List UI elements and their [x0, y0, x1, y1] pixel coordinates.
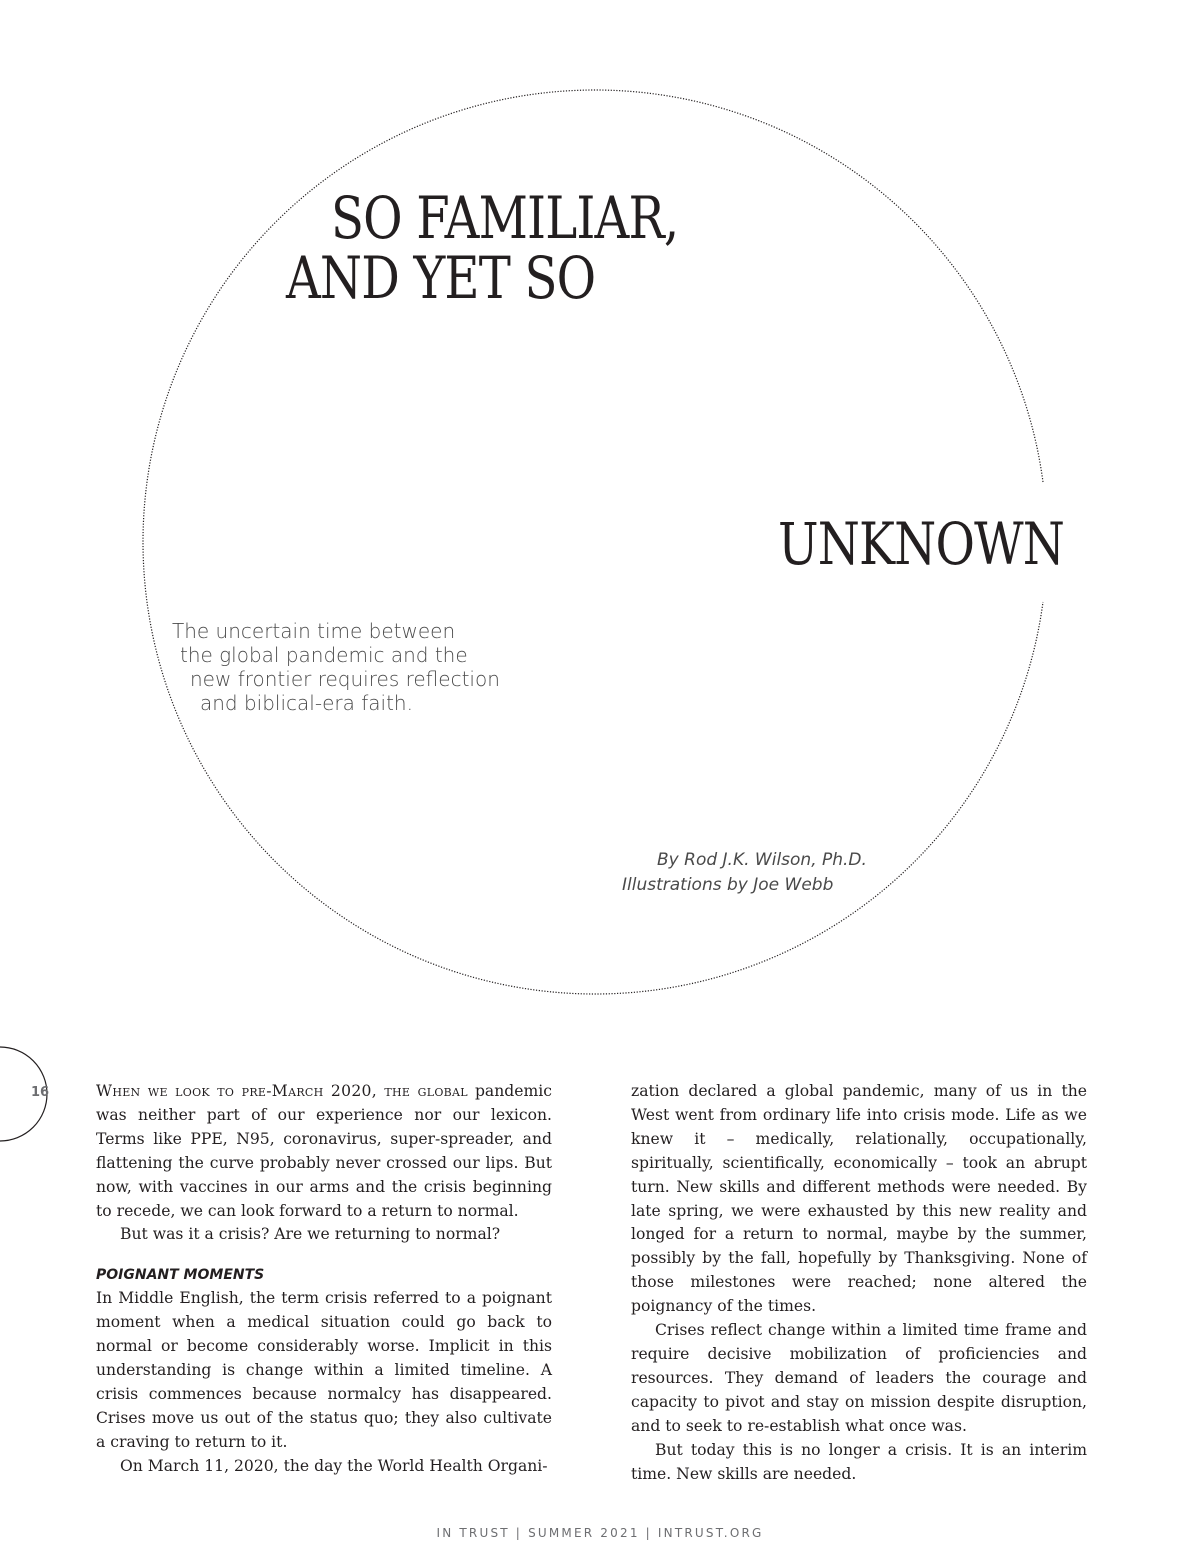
headline-line-3: UNKNOWN [778, 510, 1065, 578]
page-footer: IN TRUST | SUMMER 2021 | INTRUST.ORG [436, 1526, 764, 1540]
deck-line-1: The uncertain time between [172, 619, 456, 643]
article-paragraph: Crises reflect change within a limited time frame and require decisive mobilization of proficiencies and resources. They demand of leaders the courage and capacity to pivot and stay on mission despite disruption, and to seek to re-establish what once was. [631, 1321, 1087, 1435]
article-paragraph: On March 11, 2020, the day the World Health Organi- [120, 1456, 548, 1475]
section-subhead: POIGNANT MOMENTS [96, 1267, 265, 1284]
deck-line-2: the global pandemic and the [180, 643, 468, 667]
paragraph-text: pandemic was neither part of our experience nor our lexicon. Terms like PPE, N95, coronavirus, super-spreader, and flattening the curve probably never crossed our lips. But now, with vaccines in our arms and the crisis beginning to recede, we can look forward to a return to normal. [96, 1082, 552, 1220]
page-number: 16 [31, 1085, 50, 1100]
article-column-right [631, 1080, 1087, 1486]
deck-line-3: new frontier requires reflection [190, 667, 500, 691]
article-paragraph: In Middle English, the term crisis referred to a poignant moment when a medical situation could go back to normal or become considerably worse. Implicit in this understanding is change within a limited timeline. A crisis commences because normalcy has disappeared. Crises move us out of the status quo; they also cultivate a craving to return to it. [96, 1289, 552, 1451]
article-paragraph: But today this is no longer a crisis. It is an interim time. New skills are needed. [631, 1440, 1087, 1483]
headline-line-1: SO FAMILIAR, [331, 184, 679, 252]
page-number-tab [0, 1046, 60, 1142]
author-byline: By Rod J.K. Wilson, Ph.D. [657, 850, 867, 870]
lead-in-smallcaps: When we look to pre-March 2020, the global [96, 1082, 468, 1100]
headline-line-2: AND YET SO [286, 244, 596, 312]
article-column-left [96, 1080, 552, 1479]
deck-line-4: and biblical-era faith. [200, 691, 413, 715]
illustrator-byline: Illustrations by Joe Webb [622, 875, 834, 895]
article-paragraph: zation declared a global pandemic, many of us in the West went from ordinary life into crisis mode. Life as we knew it – medically, relationally, occupationally, spiritually, scientifically, economically – took an abrupt turn. New skills and different methods were needed. By late spring, we were exhausted by this new reality and longed for a return to normal, maybe by the summer, possibly by the fall, hopefully by Thanksgiving. None of those milestones were reached; none altered the poignancy of the times. [631, 1082, 1087, 1316]
article-paragraph [96, 1080, 552, 1223]
article-paragraph: But was it a crisis? Are we returning to normal? [120, 1225, 501, 1244]
